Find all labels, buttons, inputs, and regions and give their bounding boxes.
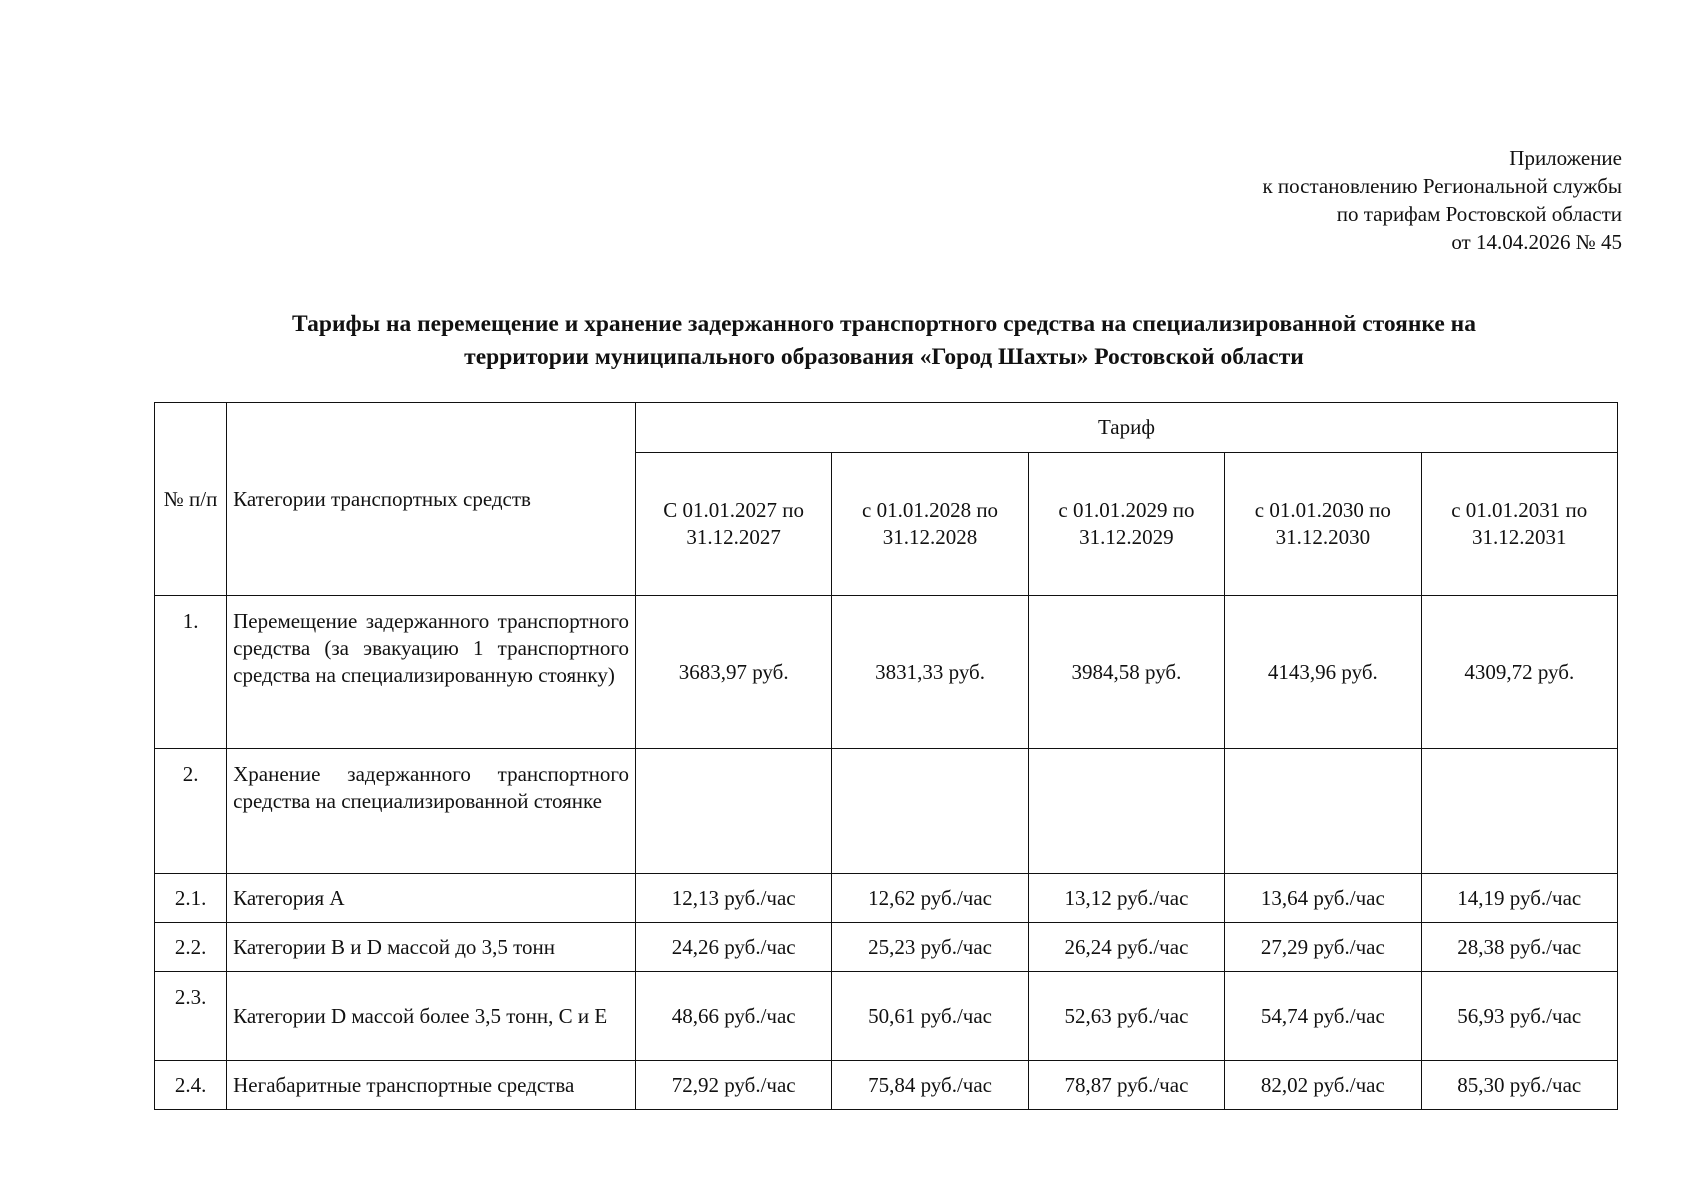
appendix-block [1262,144,1622,256]
row-category: Категории B и D массой до 3,5 тонн [227,923,636,972]
table-row [155,749,1618,874]
appendix-line: к постановлению Региональной службы [1262,174,1622,198]
tariff-value [1421,749,1617,874]
tariff-value: 14,19 руб./час [1421,874,1617,923]
tariff-value [832,749,1028,874]
tariff-value: 4143,96 руб. [1225,596,1421,749]
tariff-value: 3683,97 руб. [635,596,831,749]
row-category: Категории D массой более 3,5 тонн, C и E [227,972,636,1061]
tariff-value: 75,84 руб./час [832,1061,1028,1110]
tariff-value: 72,92 руб./час [635,1061,831,1110]
header-period: С 01.01.2027 по 31.12.2027 [635,453,831,596]
document-title [150,308,1618,374]
tariff-value [635,749,831,874]
row-category: Перемещение задержанного транспортного средства (за эвакуацию 1 транспортного средства на специализированную стоянку) [227,596,636,749]
row-category: Хранение задержанного транспортного средства на специализированной стоянке [227,749,636,874]
table-row [155,972,1618,1061]
tariff-value [1028,749,1224,874]
tariff-value: 54,74 руб./час [1225,972,1421,1061]
tariff-value: 52,63 руб./час [1028,972,1224,1061]
header-period: с 01.01.2031 по 31.12.2031 [1421,453,1617,596]
header-row [155,403,1618,453]
title-line: территории муниципального образования «Город Шахты» Ростовской области [464,344,1304,370]
tariff-value [1225,749,1421,874]
header-period: с 01.01.2030 по 31.12.2030 [1225,453,1421,596]
tariff-value: 24,26 руб./час [635,923,831,972]
tariff-value: 78,87 руб./час [1028,1061,1224,1110]
tariff-value: 4309,72 руб. [1421,596,1617,749]
tariff-table [154,402,1618,1110]
tariff-value: 82,02 руб./час [1225,1061,1421,1110]
row-category: Негабаритные транспортные средства [227,1061,636,1110]
header-tariff: Тариф [635,403,1617,453]
tariff-value: 48,66 руб./час [635,972,831,1061]
row-number: 2.2. [155,923,227,972]
header-period: с 01.01.2028 по 31.12.2028 [832,453,1028,596]
tariff-value: 28,38 руб./час [1421,923,1617,972]
table-row [155,874,1618,923]
appendix-line: Приложение [1509,146,1622,170]
appendix-date-number: от 14.04.2026 № 45 [1451,230,1622,254]
table-row [155,923,1618,972]
tariff-value: 12,13 руб./час [635,874,831,923]
row-category: Категория A [227,874,636,923]
tariff-value: 13,12 руб./час [1028,874,1224,923]
header-period: с 01.01.2029 по 31.12.2029 [1028,453,1224,596]
tariff-value: 3984,58 руб. [1028,596,1224,749]
tariff-value: 12,62 руб./час [832,874,1028,923]
row-number: 1. [155,596,227,749]
header-number: № п/п [155,403,227,596]
tariff-value: 27,29 руб./час [1225,923,1421,972]
tariff-value: 85,30 руб./час [1421,1061,1617,1110]
tariff-value: 13,64 руб./час [1225,874,1421,923]
tariff-value: 3831,33 руб. [832,596,1028,749]
header-category: Категории транспортных средств [227,403,636,596]
table-row [155,1061,1618,1110]
title-line: Тарифы на перемещение и хранение задержанного транспортного средства на специализированной стоянке на [292,311,1476,337]
row-number: 2.3. [155,972,227,1061]
tariff-value: 56,93 руб./час [1421,972,1617,1061]
table-row [155,596,1618,749]
row-number: 2. [155,749,227,874]
appendix-line: по тарифам Ростовской области [1336,202,1622,226]
row-number: 2.1. [155,874,227,923]
tariff-value: 50,61 руб./час [832,972,1028,1061]
tariff-value: 25,23 руб./час [832,923,1028,972]
tariff-value: 26,24 руб./час [1028,923,1224,972]
row-number: 2.4. [155,1061,227,1110]
